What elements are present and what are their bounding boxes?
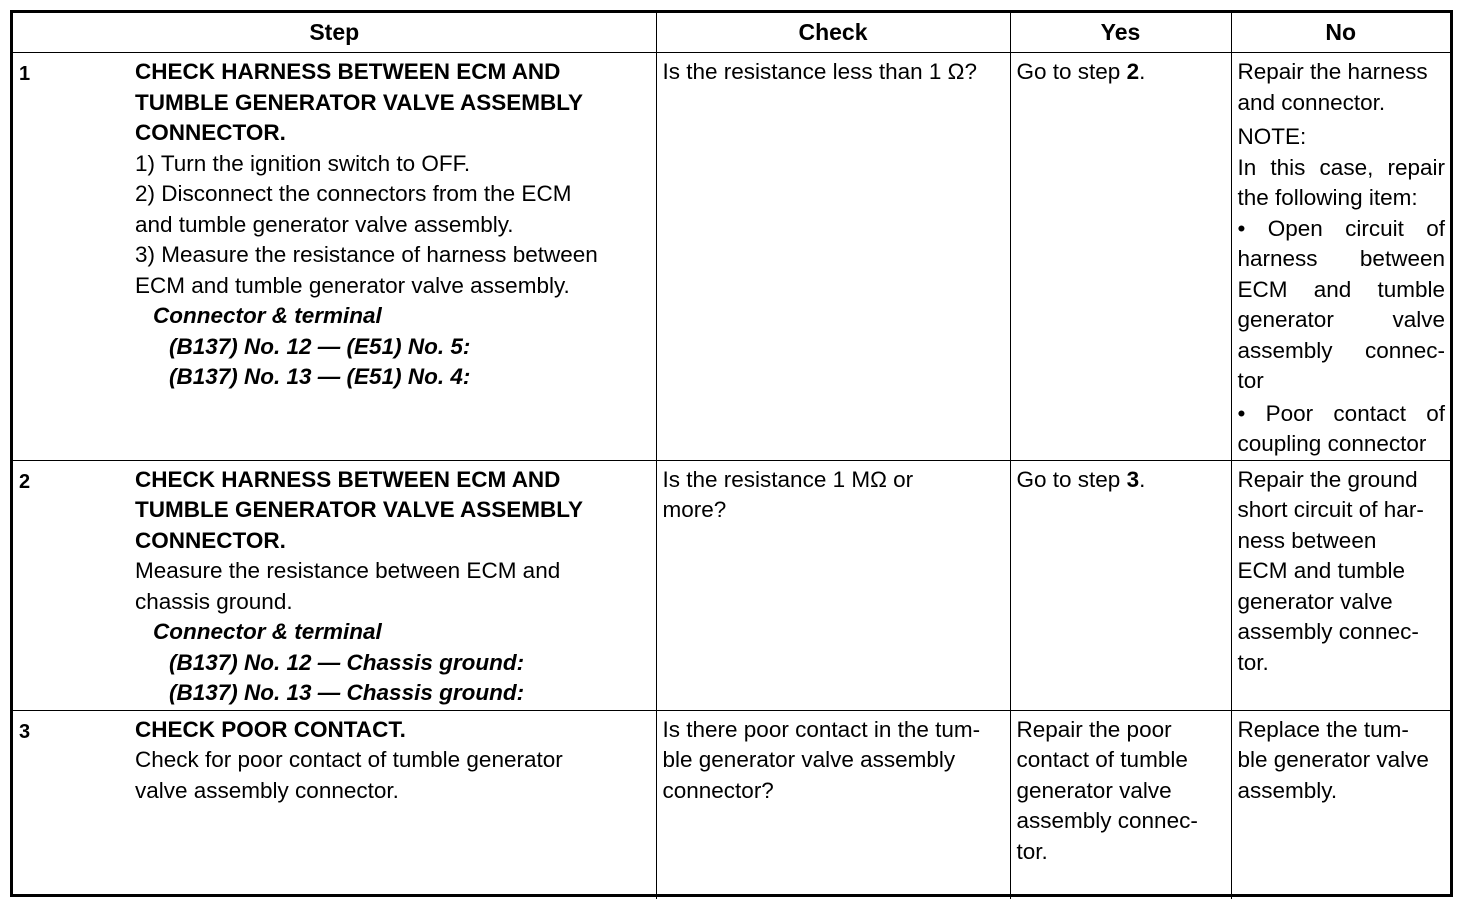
table-row: [13, 710, 1450, 899]
step-instruction: Check for poor contact of tumble generator: [135, 747, 563, 772]
no-cell: [1231, 53, 1450, 461]
connector-label: Connector & terminal: [153, 619, 382, 644]
terminal-spec: (B137) No. 13 — (E51) No. 4:: [169, 364, 471, 389]
no-text: Replace the tum-: [1237, 716, 1409, 742]
step-title: CONNECTOR.: [135, 527, 286, 553]
step-number: 1: [19, 63, 31, 85]
step-instruction: Measure the resistance between ECM and: [135, 558, 561, 583]
note-bullet: • Open circuit of harness between ECM and tumble generator valve assembly connec-tor: [1237, 215, 1445, 393]
note-bullet: • Poor contact of coupling connector: [1237, 400, 1445, 456]
diagnostic-procedure-table: [13, 13, 1450, 899]
yes-text: assembly connec-: [1016, 808, 1198, 833]
no-text: assembly connec-: [1237, 619, 1419, 644]
yes-text: Go to step: [1016, 59, 1127, 84]
yes-text: Repair the poor: [1016, 716, 1172, 742]
terminal-spec: (B137) No. 12 — Chassis ground:: [169, 649, 525, 675]
no-text: assembly.: [1237, 777, 1338, 803]
yes-text: generator valve: [1016, 777, 1172, 803]
step-title: CONNECTOR.: [135, 120, 286, 145]
step-title: TUMBLE GENERATOR VALVE ASSEMBLY: [135, 497, 583, 522]
check-cell: [656, 53, 1010, 461]
note-text: In this case, repair the following item:: [1237, 154, 1445, 210]
check-text: Is the resistance less than 1 Ω?: [662, 59, 977, 84]
yes-step-ref: 3: [1126, 466, 1140, 492]
yes-suffix: .: [1139, 59, 1146, 84]
check-text: connector?: [662, 777, 774, 803]
header-yes: Yes: [1010, 13, 1231, 53]
step-instruction: 1) Turn the ignition switch to OFF.: [135, 150, 471, 176]
no-text: Repair the harness: [1237, 59, 1428, 84]
no-text: short circuit of har-: [1237, 497, 1424, 522]
no-text: ble generator valve: [1237, 747, 1429, 772]
no-text: Repair the ground: [1237, 466, 1418, 492]
procedure-table-frame: [10, 10, 1453, 897]
step-instruction: 2) Disconnect the connectors from the ECM: [135, 181, 572, 206]
check-text: Is there poor contact in the tum-: [662, 716, 981, 742]
note-label: NOTE:: [1237, 124, 1307, 149]
step-instruction: chassis ground.: [135, 588, 293, 614]
check-text: ble generator valve assembly: [662, 747, 956, 772]
check-cell: [656, 460, 1010, 710]
table-row: [13, 460, 1450, 710]
step-instruction: and tumble generator valve assembly.: [135, 211, 514, 237]
no-text: ECM and tumble: [1237, 558, 1406, 583]
step-cell: [13, 460, 656, 710]
yes-text: Go to step: [1016, 466, 1127, 492]
step-instruction: valve assembly connector.: [135, 777, 399, 803]
header-check: Check: [656, 13, 1010, 53]
yes-step-ref: 2: [1126, 59, 1140, 84]
no-text: tor.: [1237, 649, 1269, 675]
yes-cell: [1010, 710, 1231, 899]
table-row: [13, 53, 1450, 461]
no-cell: [1231, 460, 1450, 710]
header-no: No: [1231, 13, 1450, 53]
no-cell: [1231, 710, 1450, 899]
step-instruction: 3) Measure the resistance of harness between: [135, 242, 598, 267]
step-title: CHECK HARNESS BETWEEN ECM AND: [135, 466, 561, 492]
no-text: generator valve: [1237, 588, 1393, 614]
header-step: Step: [13, 13, 656, 53]
header-row: [13, 13, 1450, 53]
yes-suffix: .: [1139, 466, 1146, 492]
check-text: more?: [662, 497, 727, 522]
step-cell: [13, 710, 656, 899]
step-title: CHECK POOR CONTACT.: [135, 716, 406, 742]
terminal-spec: (B137) No. 12 — (E51) No. 5:: [169, 333, 471, 359]
yes-cell: [1010, 460, 1231, 710]
yes-text: tor.: [1016, 838, 1048, 864]
check-cell: [656, 710, 1010, 899]
step-number: 3: [19, 720, 31, 743]
step-instruction: ECM and tumble generator valve assembly.: [135, 272, 570, 298]
terminal-spec: (B137) No. 13 — Chassis ground:: [169, 680, 525, 705]
step-number: 2: [19, 470, 31, 493]
yes-cell: [1010, 53, 1231, 461]
step-title: CHECK HARNESS BETWEEN ECM AND: [135, 59, 561, 84]
connector-label: Connector & terminal: [153, 303, 382, 328]
step-cell: [13, 53, 656, 461]
no-text: and connector.: [1237, 89, 1386, 115]
no-text: ness between: [1237, 527, 1377, 553]
yes-text: contact of tumble: [1016, 747, 1188, 772]
step-title: TUMBLE GENERATOR VALVE ASSEMBLY: [135, 89, 583, 115]
check-text: Is the resistance 1 MΩ or: [662, 466, 914, 492]
